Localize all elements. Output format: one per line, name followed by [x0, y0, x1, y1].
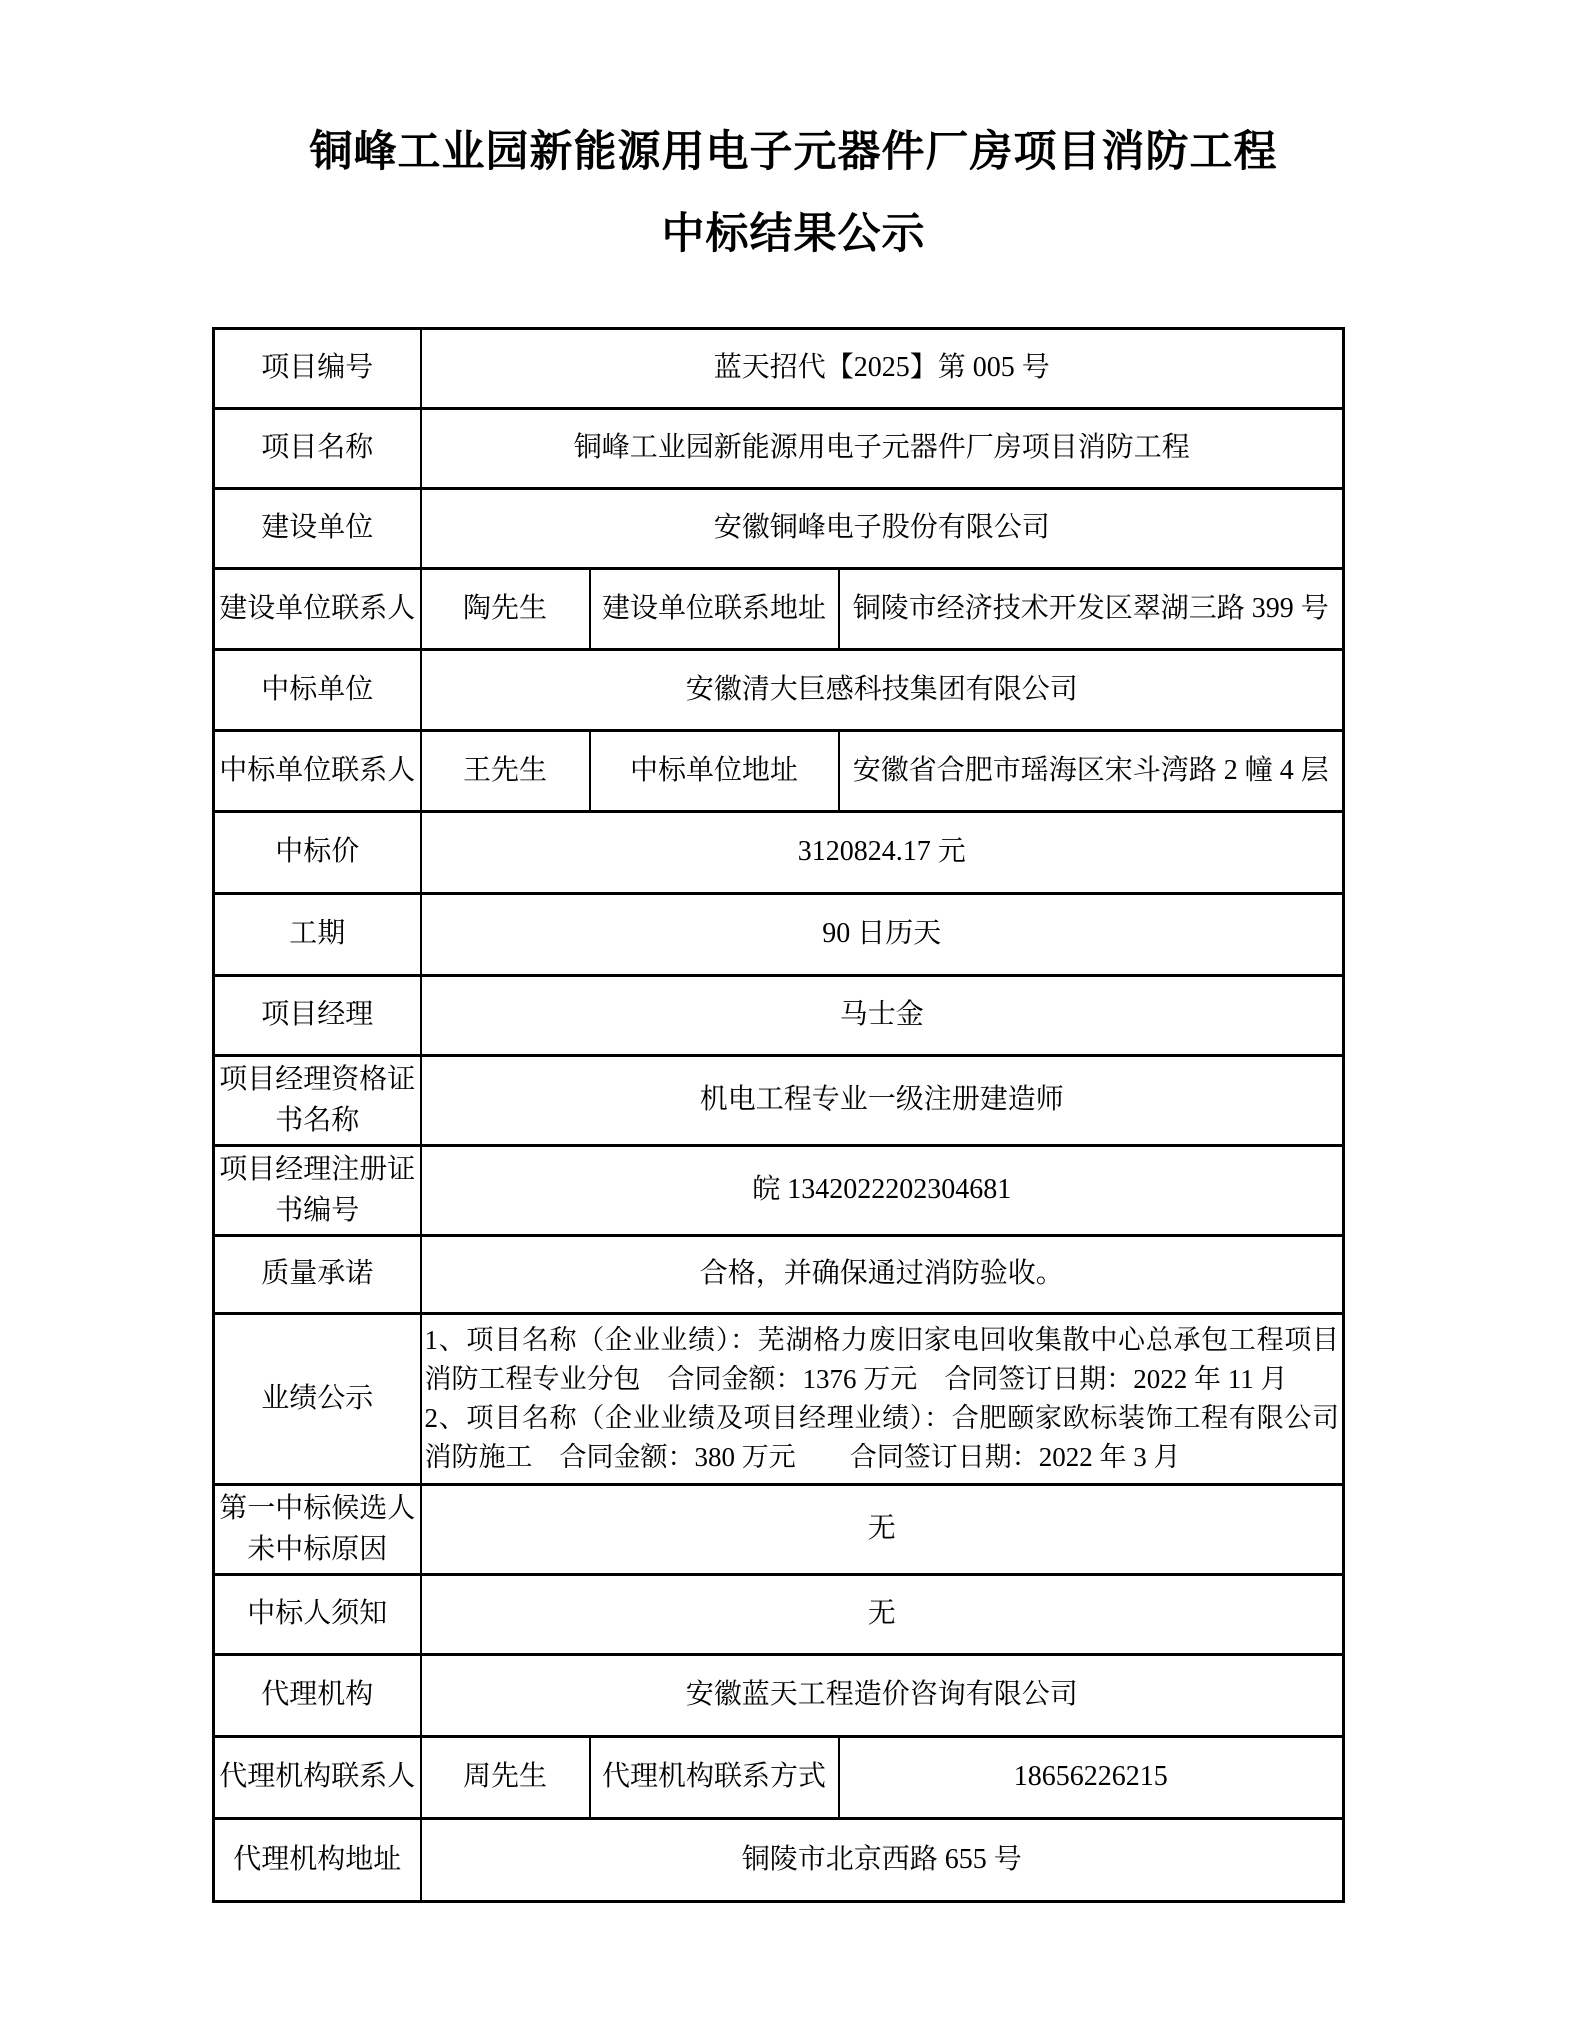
row-value: 机电工程专业一级注册建造师: [421, 1056, 1344, 1146]
row-label: 中标价: [214, 812, 421, 894]
row-value: 安徽清大巨感科技集团有限公司: [421, 650, 1344, 731]
row-value: 周先生: [421, 1737, 590, 1819]
row-value: 无: [421, 1575, 1344, 1655]
table-row: [214, 1485, 1344, 1575]
row-value: 陶先生: [421, 569, 590, 650]
row-value: 铜峰工业园新能源用电子元器件厂房项目消防工程: [421, 409, 1344, 489]
table-row: [214, 1737, 1344, 1819]
row-value: 3120824.17 元: [421, 812, 1344, 894]
table-row: [214, 329, 1344, 409]
row-value: 安徽铜峰电子股份有限公司: [421, 489, 1344, 569]
table-row: [214, 1056, 1344, 1146]
row-label: 建设单位: [214, 489, 421, 569]
row-label: 代理机构: [214, 1655, 421, 1737]
bid-result-table: [212, 327, 1345, 1903]
table-row: [214, 1575, 1344, 1655]
row-value: 安徽蓝天工程造价咨询有限公司: [421, 1655, 1344, 1737]
table-row: [214, 1236, 1344, 1314]
performance-cell: [421, 1314, 1344, 1485]
table-row: [214, 1146, 1344, 1236]
row-value: 蓝天招代【2025】第 005 号: [421, 329, 1344, 409]
row-label-secondary: 中标单位地址: [590, 731, 839, 812]
row-value-secondary: 18656226215: [839, 1737, 1344, 1819]
row-label-secondary: 代理机构联系方式: [590, 1737, 839, 1819]
row-label: 第一中标候选人未中标原因: [214, 1485, 421, 1575]
row-label: 工期: [214, 894, 421, 976]
row-label: 中标单位: [214, 650, 421, 731]
document-title-line1: 铜峰工业园新能源用电子元器件厂房项目消防工程: [309, 129, 1278, 176]
row-label: 项目经理注册证书编号: [214, 1146, 421, 1236]
row-value-secondary: 安徽省合肥市瑶海区宋斗湾路 2 幢 4 层: [839, 731, 1344, 812]
table-row: [214, 650, 1344, 731]
table-row: [214, 812, 1344, 894]
table-row: [214, 731, 1344, 812]
table-row: [214, 569, 1344, 650]
row-label: 项目名称: [214, 409, 421, 489]
row-label: 中标单位联系人: [214, 731, 421, 812]
table-row: [214, 1314, 1344, 1485]
row-value: 铜陵市北京西路 655 号: [421, 1819, 1344, 1902]
row-value: 合格，并确保通过消防验收。: [421, 1236, 1344, 1314]
row-label: 业绩公示: [214, 1314, 421, 1485]
row-label-secondary: 建设单位联系地址: [590, 569, 839, 650]
performance-item: 1、项目名称（企业业绩）：芜湖格力废旧家电回收集散中心总承包工程项目消防工程专业分包 合同金额：1376 万元 合同签订日期：2022 年 11 月: [424, 1324, 1340, 1394]
row-label: 建设单位联系人: [214, 569, 421, 650]
row-label: 项目经理: [214, 976, 421, 1056]
row-value: 皖 1342022202304681: [421, 1146, 1344, 1236]
row-value: 马士金: [421, 976, 1344, 1056]
row-label: 项目经理资格证书名称: [214, 1056, 421, 1146]
row-label: 代理机构地址: [214, 1819, 421, 1902]
row-label: 中标人须知: [214, 1575, 421, 1655]
table-row: [214, 1655, 1344, 1737]
table-row: [214, 976, 1344, 1056]
table-row: [214, 409, 1344, 489]
row-label: 质量承诺: [214, 1236, 421, 1314]
performance-item: 2、项目名称（企业业绩及项目经理业绩）：合肥颐家欧标装饰工程有限公司消防施工 合同金额：380 万元 合同签订日期：2022 年 3 月: [424, 1403, 1340, 1473]
row-value: 无: [421, 1485, 1344, 1575]
table-row: [214, 489, 1344, 569]
row-value: 90 日历天: [421, 894, 1344, 976]
row-label: 项目编号: [214, 329, 421, 409]
table-row: [214, 1819, 1344, 1902]
document-title-line2: 中标结果公示: [661, 211, 926, 258]
table-row: [214, 894, 1344, 976]
row-label: 代理机构联系人: [214, 1737, 421, 1819]
row-value-secondary: 铜陵市经济技术开发区翠湖三路 399 号: [839, 569, 1344, 650]
row-value: 王先生: [421, 731, 590, 812]
